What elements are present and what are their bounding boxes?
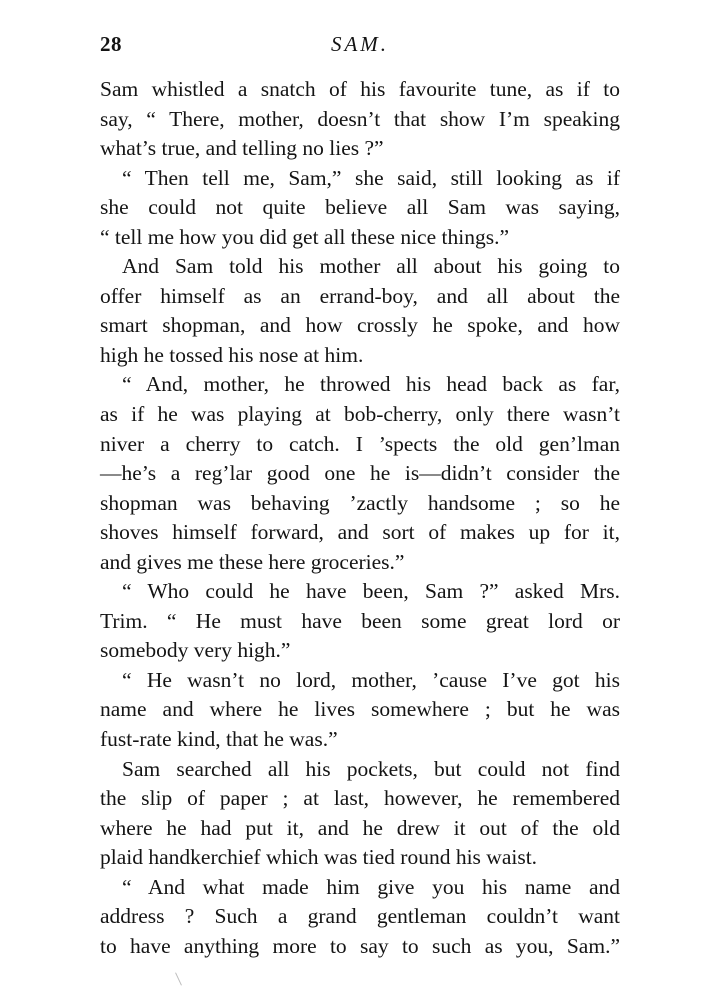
text-line: Sam searched all his pockets, but could not find bbox=[122, 756, 620, 781]
text-line: “ Then tell me, Sam,” she said, still looking as if bbox=[122, 165, 620, 190]
text-line: “ He wasn’t no lord, mother, ’cause I’ve got his bbox=[122, 667, 620, 692]
text-line: high he tossed his nose at him. bbox=[100, 342, 364, 367]
text-line: name and where he lives somewhere ; but he was bbox=[100, 697, 620, 722]
text-line: and gives me these here groceries.” bbox=[100, 549, 405, 574]
body-text bbox=[100, 75, 620, 961]
text-line: say, “ There, mother, doesn’t that show I’m speaking bbox=[100, 106, 620, 131]
text-line: smart shopman, and how crossly he spoke, and how bbox=[100, 313, 620, 338]
text-line: And Sam told his mother all about his going to bbox=[122, 254, 620, 279]
text-line: “ tell me how you did get all these nice things.” bbox=[100, 224, 509, 249]
text-line: shopman was behaving ’zactly handsome ; so he bbox=[100, 490, 620, 515]
text-line: address ? Such a grand gentleman couldn’t want bbox=[100, 904, 620, 929]
text-line: plaid handkerchief which was tied round his waist. bbox=[100, 845, 538, 870]
text-line: what’s true, and telling no lies ?” bbox=[100, 136, 384, 161]
text-line: niver a cherry to catch. I ’spects the old gen’lman bbox=[100, 431, 620, 456]
text-line: “ And, mother, he throwed his head back as far, bbox=[122, 372, 620, 397]
text-line: Trim. “ He must have been some great lord or bbox=[100, 608, 620, 633]
text-line: —he’s a reg’lar good one he is—didn’t consider the bbox=[100, 461, 620, 486]
text-line: the slip of paper ; at last, however, he remembered bbox=[100, 786, 620, 811]
text-line: “ And what made him give you his name and bbox=[122, 874, 620, 899]
text-line: where he had put it, and he drew it out of the old bbox=[100, 815, 620, 840]
text-line: shoves himself forward, and sort of makes up for it, bbox=[100, 520, 620, 545]
running-head bbox=[100, 32, 620, 60]
text-line: as if he was playing at bob-cherry, only there wasn’t bbox=[100, 402, 620, 427]
text-line: Sam whistled a snatch of his favourite tune, as if to bbox=[100, 77, 620, 101]
running-title: SAM. bbox=[330, 32, 390, 56]
text-line: to have anything more to say to such as you, Sam.” bbox=[100, 933, 620, 958]
text-line: somebody very high.” bbox=[100, 638, 291, 663]
page-number: 28 bbox=[100, 32, 122, 56]
text-line: she could not quite believe all Sam was saying, bbox=[100, 195, 620, 220]
paper-mark bbox=[175, 972, 182, 985]
text-line: offer himself as an errand-boy, and all about the bbox=[100, 283, 620, 308]
text-line: “ Who could he have been, Sam ?” asked Mrs. bbox=[122, 579, 620, 604]
text-line: fust-rate kind, that he was.” bbox=[100, 727, 338, 752]
